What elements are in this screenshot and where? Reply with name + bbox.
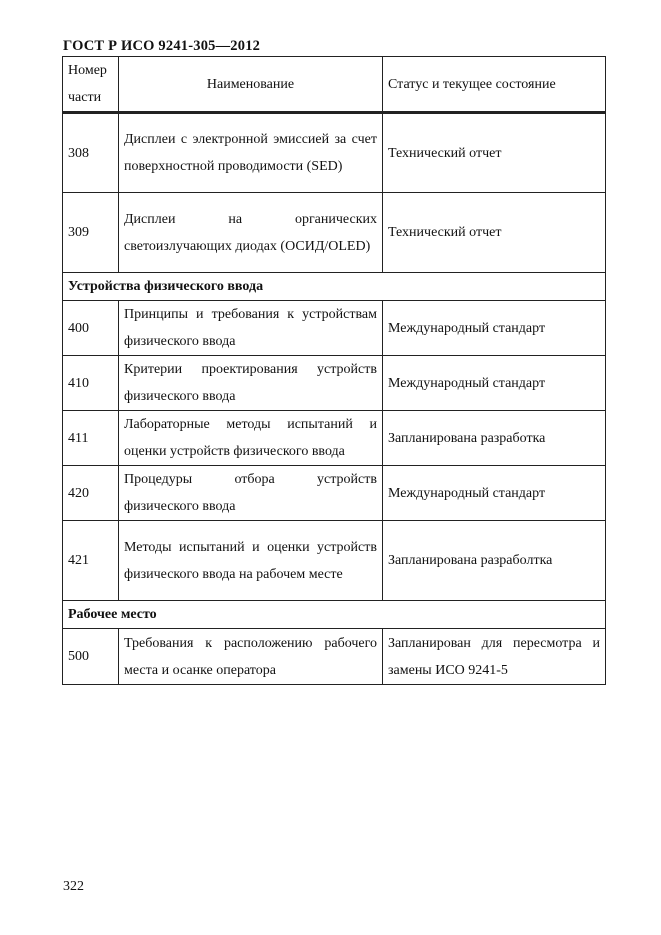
header-number: Номер части (63, 57, 119, 113)
row-status: Технический отчет (383, 193, 606, 273)
section-row (63, 601, 606, 629)
table-row (63, 193, 606, 273)
row-status: Запланирована разработка (383, 411, 606, 466)
row-number: 400 (63, 301, 119, 356)
row-name: Дисплеи на органических светоизлучающих диодах (ОСИД/OLED) (119, 193, 383, 273)
row-status: Международный стандарт (383, 356, 606, 411)
section-title-workplace: Рабочее место (63, 601, 606, 629)
row-number: 421 (63, 521, 119, 601)
row-number: 500 (63, 629, 119, 685)
row-status: Международный стандарт (383, 466, 606, 521)
row-name: Требования к расположению рабочего места и осанке оператора (119, 629, 383, 685)
row-name: Процедуры отбора устройств физического ввода (119, 466, 383, 521)
table-row (63, 629, 606, 685)
table-header-row (63, 57, 606, 113)
row-status: Международный стандарт (383, 301, 606, 356)
row-status: Технический отчет (383, 113, 606, 193)
row-name: Дисплеи с электронной эмиссией за счет поверхностной проводимости (SED) (119, 113, 383, 193)
row-name: Критерии проектирования устройств физического ввода (119, 356, 383, 411)
row-number: 420 (63, 466, 119, 521)
row-status: Запланирована разраболтка (383, 521, 606, 601)
page-number: 322 (63, 879, 84, 894)
row-name: Лабораторные методы испытаний и оценки устройств физического ввода (119, 411, 383, 466)
table-row (63, 466, 606, 521)
parts-table (62, 56, 606, 685)
section-title-input-devices: Устройства физического ввода (63, 273, 606, 301)
table-row (63, 301, 606, 356)
row-number: 309 (63, 193, 119, 273)
document-header: ГОСТ Р ИСО 9241-305—2012 (63, 38, 261, 54)
row-name: Принципы и требования к устройствам физического ввода (119, 301, 383, 356)
table-row (63, 411, 606, 466)
row-number: 411 (63, 411, 119, 466)
row-name: Методы испытаний и оценки устройств физического ввода на рабочем месте (119, 521, 383, 601)
header-name: Наименование (119, 57, 383, 113)
table-row (63, 521, 606, 601)
header-status: Статус и текущее состояние (383, 57, 606, 113)
section-row (63, 273, 606, 301)
table-row (63, 113, 606, 193)
row-number: 308 (63, 113, 119, 193)
row-status: Запланирован для пересмотра и замены ИСО 9241-5 (383, 629, 606, 685)
table-row (63, 356, 606, 411)
row-number: 410 (63, 356, 119, 411)
